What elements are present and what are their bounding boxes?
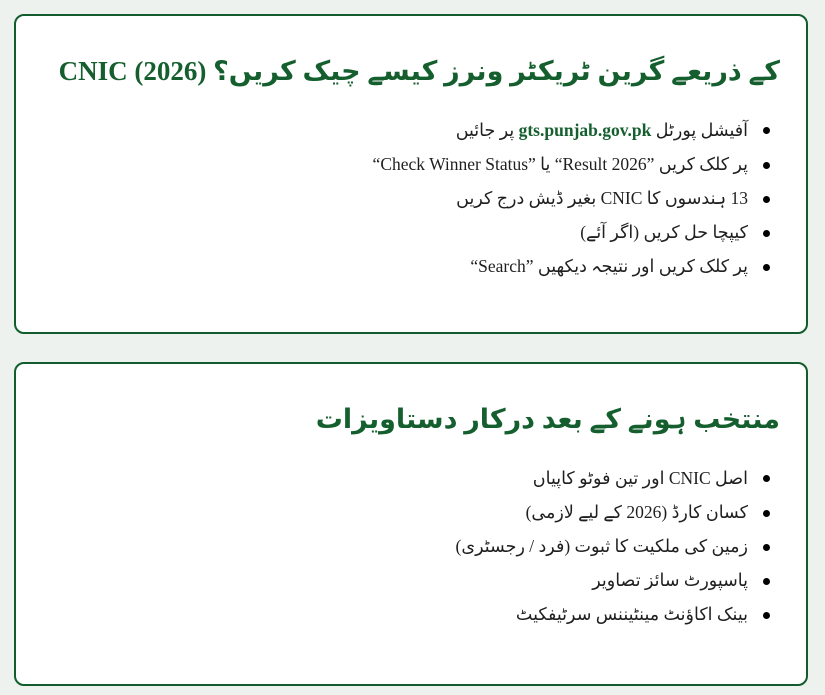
list-item [42,187,770,210]
bullet-text: 13 ہندسوں کا CNIC بغیر ڈیش درج کریں [456,188,748,209]
bullet-text: زمین کی ملکیت کا ثبوت (فرد / رجسٹری) [455,536,748,557]
list-item [42,535,770,558]
cnic-check-steps-card [14,14,808,334]
list-item [42,501,770,524]
list-item [42,221,770,244]
list-item [42,255,770,278]
bullet-text: پاسپورٹ سائز تصاویر [592,570,748,591]
bullet-text: اصل CNIC اور تین فوٹو کاپیاں [532,468,748,489]
bullet-text: پر جائیں [455,120,519,141]
required-documents-card [14,362,808,686]
bullet-text: کسان کارڈ (2026 کے لیے لازمی) [525,502,748,523]
list-item [42,153,770,176]
bullet-text: کیپچا حل کریں (اگر آئے) [580,222,748,243]
list-item [42,119,770,142]
bullet-text: بینک اکاؤنٹ مینٹیننس سرٹیفکیٹ [515,604,748,625]
bullet-text: “Check Winner Status” یا “Result 2026” پر کلک کریں [372,154,748,175]
portal-url-text: gts.punjab.gov.pk [518,120,652,141]
cnic-check-steps-list [42,119,780,278]
list-item [42,467,770,490]
list-item [42,603,770,626]
cnic-check-steps-heading: CNIC کے ذریعے گرین ٹریکٹر ونرز کیسے چیک کریں؟ (2026) [58,56,780,86]
list-item [42,569,770,592]
bullet-text: آفیشل پورٹل [651,120,748,141]
required-documents-heading: منتخب ہونے کے بعد درکار دستاویزات [315,404,780,434]
required-documents-list [42,467,780,626]
bullet-text: “Search” پر کلک کریں اور نتیجہ دیکھیں [470,256,748,277]
